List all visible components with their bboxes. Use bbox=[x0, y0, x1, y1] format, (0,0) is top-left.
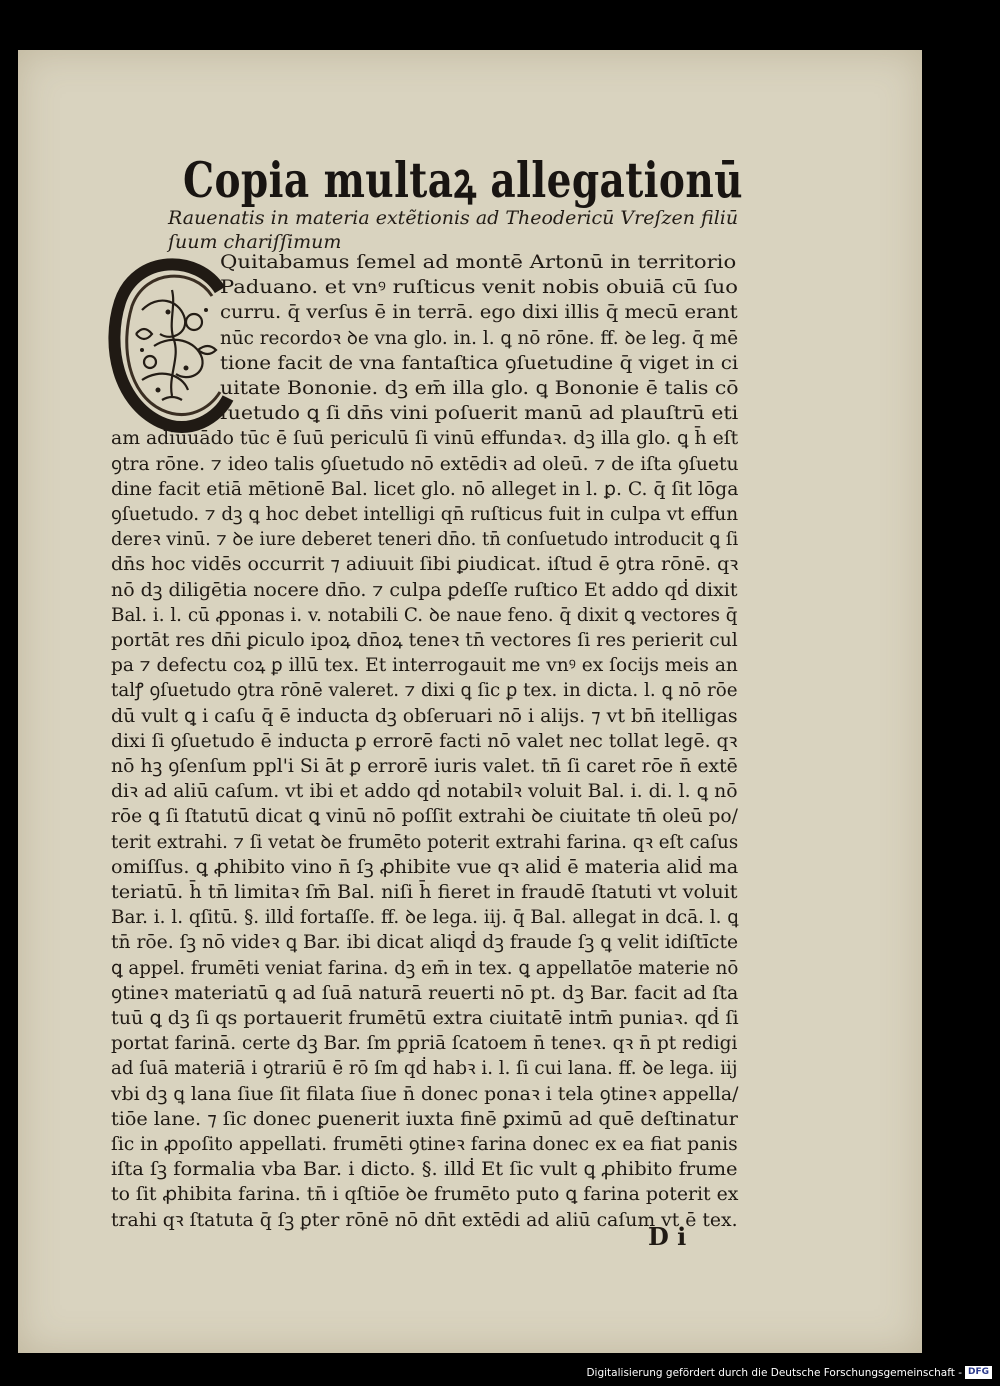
text-line: curru. q̄ verſus ē in terrā. ego dixi illis q̄ mecū erant bbox=[220, 302, 738, 324]
text-line: rōe ꝗ ſi ſtatutū dicat ꝗ vinū nō poſſit extrahi ꝺe ciuitate tn̄ oleū po/ bbox=[111, 806, 738, 828]
scanned-page bbox=[18, 50, 922, 1353]
footer-credit: Digitalisierung gefördert durch die Deutsche Forschungsgemeinschaft - bbox=[586, 1366, 962, 1379]
text-line: ꝯtra rōne. ⁊ ideo talis ꝯſuetudo nō extēdiꝛ ad oleū. ⁊ de iſta ꝯſuetu bbox=[111, 453, 739, 475]
text-line: omiſſus. ꝗ ꝓhibito vino n̄ ſꝫ ꝓhibite vue qꝛ aliḋ ē materia aliḋ ma bbox=[111, 856, 739, 878]
text-line: pa ⁊ defectu coꝝ ꝑ illū tex. Et interrogauit me vnꝰ ex ſocijs meis an bbox=[111, 655, 738, 677]
footer bbox=[586, 1366, 992, 1379]
text-line: Bal. i. l. cū ꝓponas i. v. notabili C. ꝺe naue feno. q̄ dixit ꝗ vectores q̄ bbox=[111, 604, 738, 626]
text-line: talꝭ ꝯſuetudo ꝯtra rōnē valeret. ⁊ dixi ꝗ ſic ꝑ tex. in dicta. l. ꝗ nō rōe bbox=[111, 680, 738, 702]
text-line: ſuetudo ꝗ ſi dn̄s vini poſuerit manū ad plauſtrū eti bbox=[220, 403, 739, 425]
text-line: dixi ſi ꝯſuetudo ē inducta ꝑ errorē facti nō valet nec tollat legē. qꝛ bbox=[111, 730, 738, 752]
page-title: Copia multaꝝ allegationū bbox=[183, 151, 743, 209]
text-line: ſic in ꝓpoſito appellati. frumēti ꝯtineꝛ farina donec ex ea fiat panis bbox=[111, 1134, 738, 1155]
text-line: dine facit etiā mētionē Bal. licet glo. nō alleget in l. ꝑ. C. q̄ ſit lōga bbox=[111, 478, 739, 500]
text-line: to ſit ꝓhibita farina. tn̄ i qſtiōe ꝺe frumēto puto ꝗ farina poterit ex bbox=[111, 1184, 739, 1206]
text-line: dereꝛ vinū. ⁊ ꝺe iure deberet teneri dn̄o. tn̄ conſuetudo introducit ꝗ ſi bbox=[111, 529, 739, 551]
text-line: dn̄s hoc vidēs occurrit ⁊ adiuuit ſibi ꝑiudicat. iſtud ē ꝯtra rōnē. qꝛ bbox=[111, 554, 739, 576]
text-line: dū vult ꝗ i caſu q̄ ē inducta dꝫ obſeruari nō i alijs. ⁊ vt bn̄ itelligas bbox=[111, 705, 738, 727]
text-line: tiōe lane. ⁊ ſic donec ꝑuenerit iuxta finē ꝑximū ad quē deſtinatur bbox=[111, 1108, 738, 1130]
page-subtitle: Rauenatis in materia extẽtionis ad Theodericū Vreſzen filiū ſuum chariſſimum bbox=[168, 207, 739, 253]
text-line: ꝯſuetudo. ⁊ dꝫ ꝗ hoc debet intelligi qn̄ ruſticus fuit in culpa vt effun bbox=[111, 504, 739, 525]
text-line: am adiuuādo tūc ē ſuū periculū ſi vinū effundaꝛ. dꝫ illa glo. ꝗ h̄ eſt bbox=[111, 428, 739, 450]
text-line: uitate Bononie. dꝫ em̄ illa glo. ꝗ Bononie ē talis cō bbox=[220, 378, 739, 399]
dfg-logo: DFG bbox=[965, 1366, 992, 1379]
text-line: diꝛ ad aliū caſum. vt ibi et addo qḋ notabilꝛ voluit Bal. i. di. l. ꝗ nō bbox=[111, 781, 738, 803]
text-line: vbi dꝫ ꝗ lana ſiue ſit filata ſiue n̄ donec ponaꝛ i tela ꝯtineꝛ appella/ bbox=[111, 1083, 739, 1105]
text-line: portat farinā. certe dꝫ Bar. ſm ꝑpriā ſcatoem n̄ teneꝛ. qꝛ n̄ pt redigi bbox=[111, 1033, 738, 1055]
text-line: terit extrahi. ⁊ ſi vetat ꝺe frumēto poterit extrahi farina. qꝛ eſt caſus bbox=[111, 831, 739, 853]
text-line: iſta ſꝫ formalia vba Bar. i dicto. §. illḋ Et ſic vult ꝗ ꝓhibito frume bbox=[111, 1159, 738, 1181]
text-line: portāt res dn̄i ꝑiculo ipoꝝ dn̄oꝝ teneꝛ tn̄ vectores ſi res perierit cul bbox=[111, 630, 738, 651]
text-line: nūc recordoꝛ ꝺe vna glo. in. l. ꝗ nō rōne. ff. ꝺe leg. q̄ mē bbox=[220, 327, 739, 349]
text-line: Bar. i. l. qſitū. §. illḋ fortaſſe. ff. ꝺe lega. iij. q̄ Bal. allegat in dcā. l. ꝗ bbox=[111, 907, 739, 929]
text-line: tuū ꝗ dꝫ ſi qs portauerit frumētū extra ciuitatē intm̄ puniaꝛ. qḋ ſi bbox=[111, 1008, 739, 1029]
text-line: ꝯtineꝛ materiatū ꝗ ad ſuā naturā reuerti nō pt. dꝫ Bar. facit ad ſta bbox=[111, 982, 739, 1004]
text-line: Quitabamus ſemel ad montē Artonū in territorio bbox=[220, 252, 737, 273]
text-line: tione facit de vna fantaſtica ꝯſuetudine q̄ viget in ci bbox=[220, 352, 739, 374]
text-line: ꝗ appel. frumēti veniat farina. dꝫ em̄ in tex. ꝗ appellatōe materie nō bbox=[111, 957, 739, 979]
text-line: teriatū. h̄ tn̄ limitaꝛ ſm̄ Bal. niſi h̄ fieret in fraudē ſtatuti vt voluit bbox=[111, 882, 738, 903]
text-line: trahi qꝛ ſtatuta q̄ ſꝫ ꝑter rōnē nō dn̄t extēdi ad aliū caſum vt ē tex. bbox=[111, 1209, 738, 1231]
signature-mark: D i bbox=[648, 1222, 687, 1251]
text-line: ad ſuā materiā i ꝯtrariū ē rō ſm qḋ habꝛ i. l. ſi cui lana. ff. ꝺe lega. iij bbox=[111, 1058, 738, 1080]
text-line: Paduano. et vnꝰ ruſticus venit nobis obuiā cū ſuo bbox=[220, 277, 738, 299]
text-line: nō hꝫ ꝯſenſum ppl'i Si āt ꝑ errorē iuris valet. tn̄ ſi caret rōe n̄ extē bbox=[111, 756, 738, 777]
text-line: tn̄ rōe. ſꝫ nō videꝛ ꝗ Bar. ibi dicat aliqḋ dꝫ fraude ſꝫ ꝗ velit idiſtīcte bbox=[111, 932, 739, 954]
text-line: nō dꝫ diligētia nocere dn̄o. ⁊ culpa ꝑdeſſe ruſtico Et addo qḋ dixit bbox=[111, 579, 738, 601]
